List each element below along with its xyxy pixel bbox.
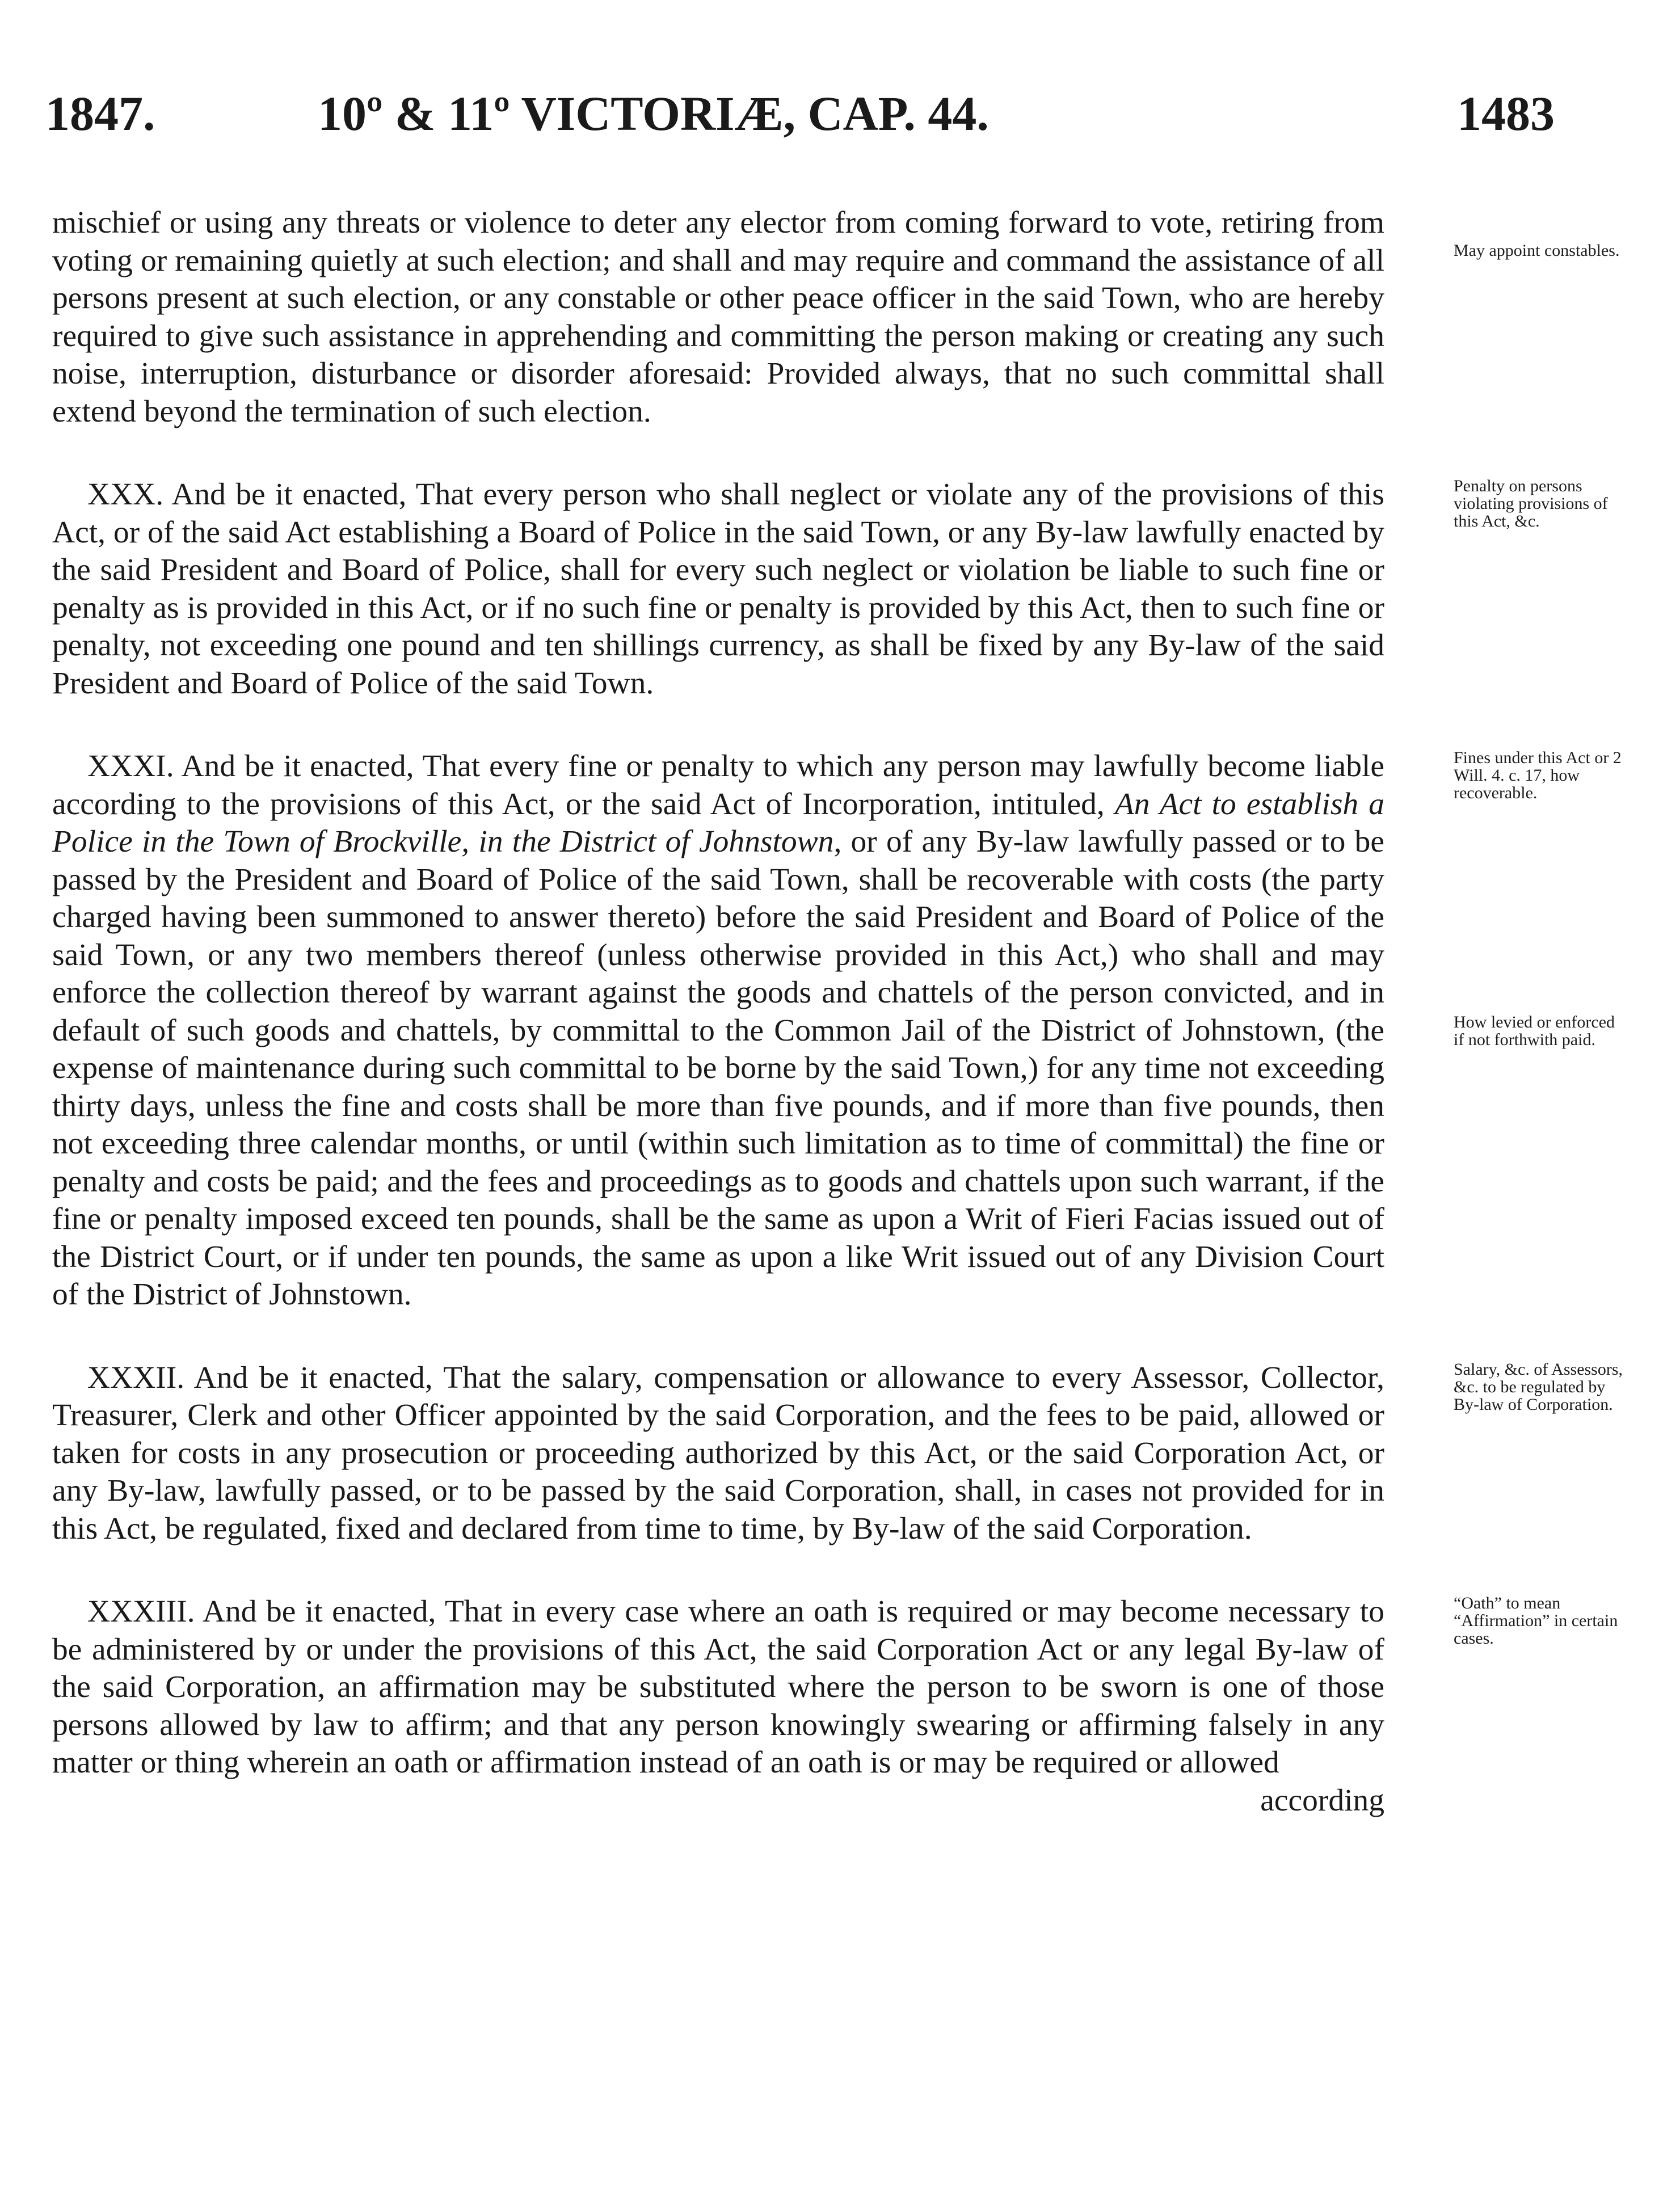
act-title-italic: An Act to establish a Police in the Town of Brockville, in the District of Johnstown — [52, 786, 1384, 859]
header-title: 10º & 11º VICTORIÆ, CAP. 44. — [318, 86, 989, 141]
catchword: according — [1260, 1783, 1384, 1818]
margin-note: Salary, &c. of Assessors, &c. to be regulated by By-law of Corporation. — [1454, 1359, 1623, 1414]
section-text-span: XXXII. And be it enacted, That the salary, compensation or allowance to every Assessor, Collector, Treasurer, Clerk and other Officer appointed by the said Corporation, and the fees to be paid, allowed or taken for costs in any prosecution or proceeding authorized by this Act, or the said Corporation Act, or any By-law, lawfully passed, or to be passed by the said Corporation, shall, in cases not provided for in this Act, be regulated, fixed and declared from time to time, by By-law of the said Corporation. — [52, 1360, 1384, 1546]
section-text-lead: XXXI. And be it enacted, That every fine or penalty to which any person may lawfully become liable according to the provisions of this Act, or the said Act of Incorporation, intituled, — [52, 749, 1384, 822]
section-text — [52, 748, 1384, 1314]
section-continuation — [52, 204, 1620, 431]
margin-note: Fines under this Act or 2 Will. 4. c. 17, how recoverable. — [1454, 748, 1622, 802]
section-xxxiii — [52, 1593, 1618, 1820]
body-text — [52, 204, 1623, 1820]
section-text — [52, 1359, 1384, 1548]
section-xxxii — [52, 1359, 1623, 1548]
section-text — [52, 1593, 1384, 1782]
margin-note: Penalty on persons violating provisions of this Act, &c. — [1454, 477, 1608, 530]
section-text-span: XXX. And be it enacted, That every person who shall neglect or violate any of the provisions of this Act, or of the said Act establishing a Board of Police in the said Town, or any By-law lawfully enacted by the said President and Board of Police, shall for every such neglect or violation be liable to such fine or penalty as is provided in this Act, or if no such fine or penalty is provided by this Act, then to such fine or penalty, not exceeding one pound and ten shillings currency, as shall be fixed by any By-law of the said President and Board of Police of the said Town. — [52, 477, 1384, 701]
section-text-span: XXXIII. And be it enacted, That in every case where an oath is required or may become necessary to be administered by or under the provisions of this Act, the said Corporation Act or any legal By-law of the said Corporation, an affirmation may be substituted where the person to be sworn is one of those persons allowed by law to affirm; and that any person knowingly swearing or affirming falsely in any matter or thing wherein an oath or affirmation instead of an oath is or may be required or allowed — [52, 1594, 1384, 1780]
page-number: 1483 — [1457, 86, 1555, 141]
header-year: 1847. — [45, 86, 155, 141]
margin-note-2: How levied or enforced if not forthwith paid. — [1454, 1013, 1615, 1049]
running-header — [45, 85, 1555, 153]
section-text: mischief or using any threats or violence to deter any elector from coming forward to vote, retiring from voting or remaining quietly at such election; and shall and may require and command the assistance of all persons present at such election, or any constable or other peace officer in the said Town, who are hereby required to give such assistance in apprehending and committing the person making or creating any such noise, interruption, disturbance or disorder aforesaid: Provided always, that no such committal shall extend beyond the termination of such election. — [52, 205, 1384, 429]
section-xxxi — [52, 748, 1622, 1314]
section-text-rest: , or of any By-law lawfully passed or to be passed by the President and Board of Police of the said Town, shall be recoverable with costs (the party charged having been summoned to answer thereto) before the said President and Board of Police of the said Town, or any two members thereof (unless otherwise provided in this Act,) who shall and may enforce the collection thereof by warrant against the goods and chattels of the person convicted, and in default of such goods and chattels, by committal to the Common Jail of the District of Johnstown, (the expense of maintenance during such committal to be borne by the said Town,) for any time not exceeding thirty days, unless the fine and costs shall be more than five pounds, and if more than five pounds, then not exceeding three calendar months, or until (within such limitation as to time of committal) the fine or penalty and costs be paid; and the fees and proceedings as to goods and chattels upon such warrant, if the fine or penalty imposed exceed ten pounds, shall be the same as upon a Writ of Fieri Facias issued out of the District Court, or if under ten pounds, the same as upon a like Writ issued out of any Division Court of the District of Johnstown. — [52, 824, 1385, 1312]
margin-note: May appoint constables. — [1454, 241, 1620, 260]
section-text — [52, 476, 1384, 702]
section-xxx — [52, 476, 1608, 702]
margin-note: “Oath” to mean “Affirmation” in certain cases. — [1454, 1594, 1618, 1648]
